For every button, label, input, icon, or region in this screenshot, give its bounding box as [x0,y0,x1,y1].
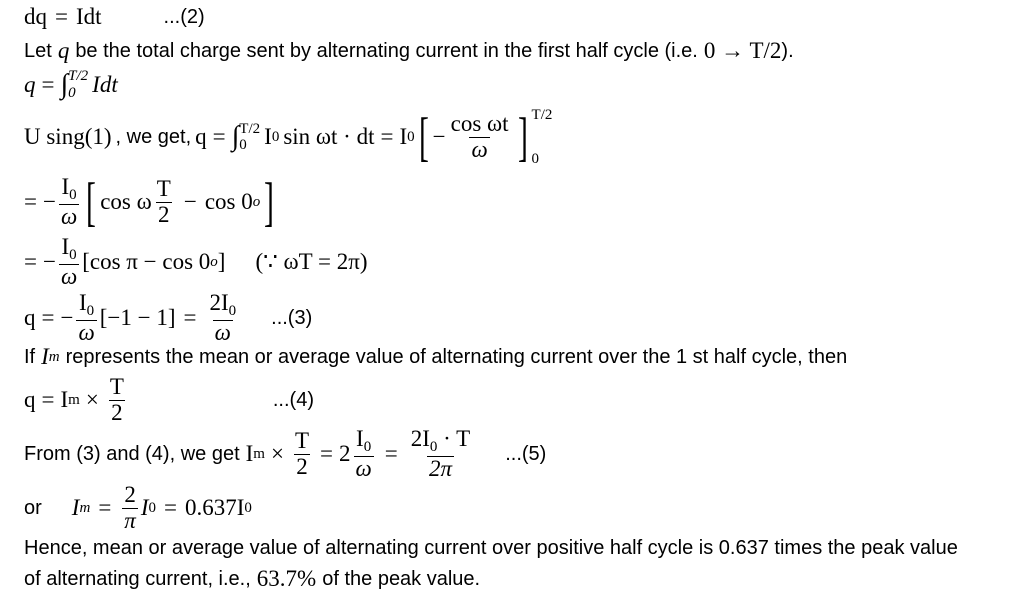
equals-4: = [24,249,37,274]
text-from-3-4: From (3) and (4), we get [24,442,240,465]
frac-i-4: I [356,426,364,452]
text-line-conclusion [24,537,958,560]
frac2-den: ω [214,319,231,345]
frac-i-sub-3: 0 [86,303,95,320]
integral-sign: ∫ [60,68,69,100]
frac-pi: π [124,507,136,533]
integrand-rest: sin ωt · dt [283,124,375,149]
lhs-q-3: q [24,387,36,412]
frac-i-2: I [61,234,70,260]
text-represents: represents the mean or average value of alternating current over the 1 st half cycle, then [65,345,848,368]
frac2-num-sub: 0 [228,303,237,320]
equals-2: = [380,124,394,149]
fraction-t2-2 [293,429,311,478]
minus-4: − [42,249,56,274]
frac-i-3: I [79,290,87,316]
frac-two: 2 [124,482,136,508]
int-lhs: q [24,71,36,97]
fraction-i0-omega-3 [76,291,96,345]
var-q: q [57,38,70,63]
integral-limits [68,68,88,101]
frac-i-sub-2: 0 [69,247,77,264]
frac-omega: ω [60,203,78,229]
frac-t-2: T [294,428,310,454]
equals-6: = [183,305,197,330]
fraction-2i0t-2pi [409,427,472,481]
var-im-3-sub: m [253,445,265,462]
text-if: If [24,345,36,368]
minus-2: − [42,189,56,214]
text-of-peak: of the peak value. [322,567,481,590]
upper-limit-2: T/2 [239,120,261,137]
equation-using-1 [24,102,556,172]
var-im-3: I [245,441,254,466]
text-of-alternating: of alternating current, i.e., [24,567,251,590]
right-bracket-2: ] [264,171,275,232]
coef-sub: 0 [407,128,415,145]
eval-lower: 0 [531,150,540,167]
equation-2 [24,4,205,30]
cos-pi-expr: [cos π − cos 0 [82,249,211,274]
equation-5 [24,426,546,482]
left-bracket-2: [ [86,171,97,232]
lower-limit: 0 [68,84,76,101]
minus-1: − [432,124,446,149]
frac-2-2: 2 [296,453,308,479]
var-im-4-sub: m [79,499,91,516]
var-im-2-sub: m [68,391,80,408]
minus-3: − [183,189,197,214]
text-line-charge-definition [24,38,794,64]
equals-1: = [212,124,226,149]
equation-integral [24,68,118,101]
cos-zero: cos 0 [204,189,253,214]
fraction-cos-over-omega [449,112,511,161]
math-interval: 0 → T/2 [703,38,782,63]
text-hence: Hence, mean or average value of alternating current over positive half cycle is 0.637 times the peak value [24,537,958,559]
right-bracket: ] [517,106,528,167]
equals-9: = [384,441,398,466]
text-using: U sing(1) [24,124,112,149]
because-note: (∵ ωT = 2π) [255,249,368,274]
frac-i-sub-4: 0 [363,439,372,456]
fraction-i0-omega [59,175,79,229]
frac-2: 2 [111,399,123,425]
text-close-paren: ). [781,39,794,62]
var-i0-sub: 0 [148,499,156,516]
fraction-i0-omega-4 [354,427,374,481]
left-bracket: [ [418,106,429,167]
equals-7: = [41,387,55,412]
fraction-t2 [108,375,126,424]
close-bracket-3: ] [217,249,226,274]
integrand: Idt [92,71,118,97]
frac-den: ω [471,136,488,162]
fraction-t-over-2 [155,177,173,226]
var-i0: I [140,495,149,520]
int-equals: = [41,71,55,97]
eq2-lhs: dq [24,4,47,29]
text-let: Let [24,39,52,62]
frac3-num-rest: · T [437,426,471,452]
equals-5: = [41,305,55,330]
equals-3: = [24,189,37,214]
frac3-num: 2I [410,426,430,452]
equation-step-cos [24,172,278,232]
frac3-den: 2π [428,455,452,481]
times-2: × [270,441,284,466]
eval-limits [532,107,553,167]
degree: o [252,193,261,210]
var-im-4: I [71,495,80,520]
var-im: I [41,344,49,369]
equals-10: = [98,495,112,520]
equation-4 [24,372,314,428]
fraction-i0-omega-2 [59,235,79,289]
frac3-num-sub: 0 [429,439,438,456]
integral-sign-2: ∫ [231,121,240,152]
text-line-percent [24,566,480,592]
upper-limit: T/2 [68,68,89,84]
var-im-sub: m [48,348,60,365]
eq4-tag: ...(4) [272,388,314,411]
times-1: × [85,387,99,412]
equation-step-cos-pi [24,234,368,290]
eq3-tag: ...(3) [271,306,313,329]
fraction-2i0-omega [207,291,238,345]
percent-value: 63.7% [256,566,317,591]
text-or: or [24,496,42,519]
integrand-sub: 0 [271,128,280,145]
coef-two: 2 [339,441,351,466]
lower-limit-2: 0 [239,137,247,153]
text-we-get: , we get, [115,125,192,148]
frac-t: T [109,374,124,400]
lhs-q-2: q [24,305,36,330]
minus-one-minus-one: [−1 − 1] [99,305,176,330]
result-value-sub: 0 [244,499,252,516]
frac2-num: 2I [209,290,229,316]
frac-omega-3: ω [78,319,95,345]
equation-final [24,480,252,536]
eq5-tag: ...(5) [505,442,547,465]
var-im-2: I [60,387,69,412]
t-den: 2 [158,201,170,227]
eval-upper: T/2 [531,107,553,123]
frac-i-sub: 0 [69,187,77,204]
eq2-equals: = [55,4,68,29]
cos-omega: cos ω [100,189,152,214]
integrand-i: I [264,124,272,149]
lhs-q: q [195,124,207,149]
frac-i: I [61,174,70,200]
fraction-2-pi [122,483,138,532]
equation-3 [24,290,312,346]
integral-limits-2 [239,121,260,154]
minus-5: − [60,305,74,330]
text-charge-desc: be the total charge sent by alternating current in the first half cycle (i.e. [75,39,698,62]
eq2-rhs: Idt [75,4,102,29]
equals-11: = [164,495,177,520]
frac-omega-4: ω [355,455,372,481]
frac-num: cos ωt [450,111,509,137]
frac-omega-2: ω [60,263,78,289]
t-num: T [156,176,171,202]
degree-2: o [210,253,218,270]
coef-i: I [399,124,408,149]
text-line-mean-value [24,344,847,370]
result-value: 0.637I [184,495,245,520]
equals-8: = [320,441,333,466]
eq2-tag: ...(2) [163,5,205,28]
